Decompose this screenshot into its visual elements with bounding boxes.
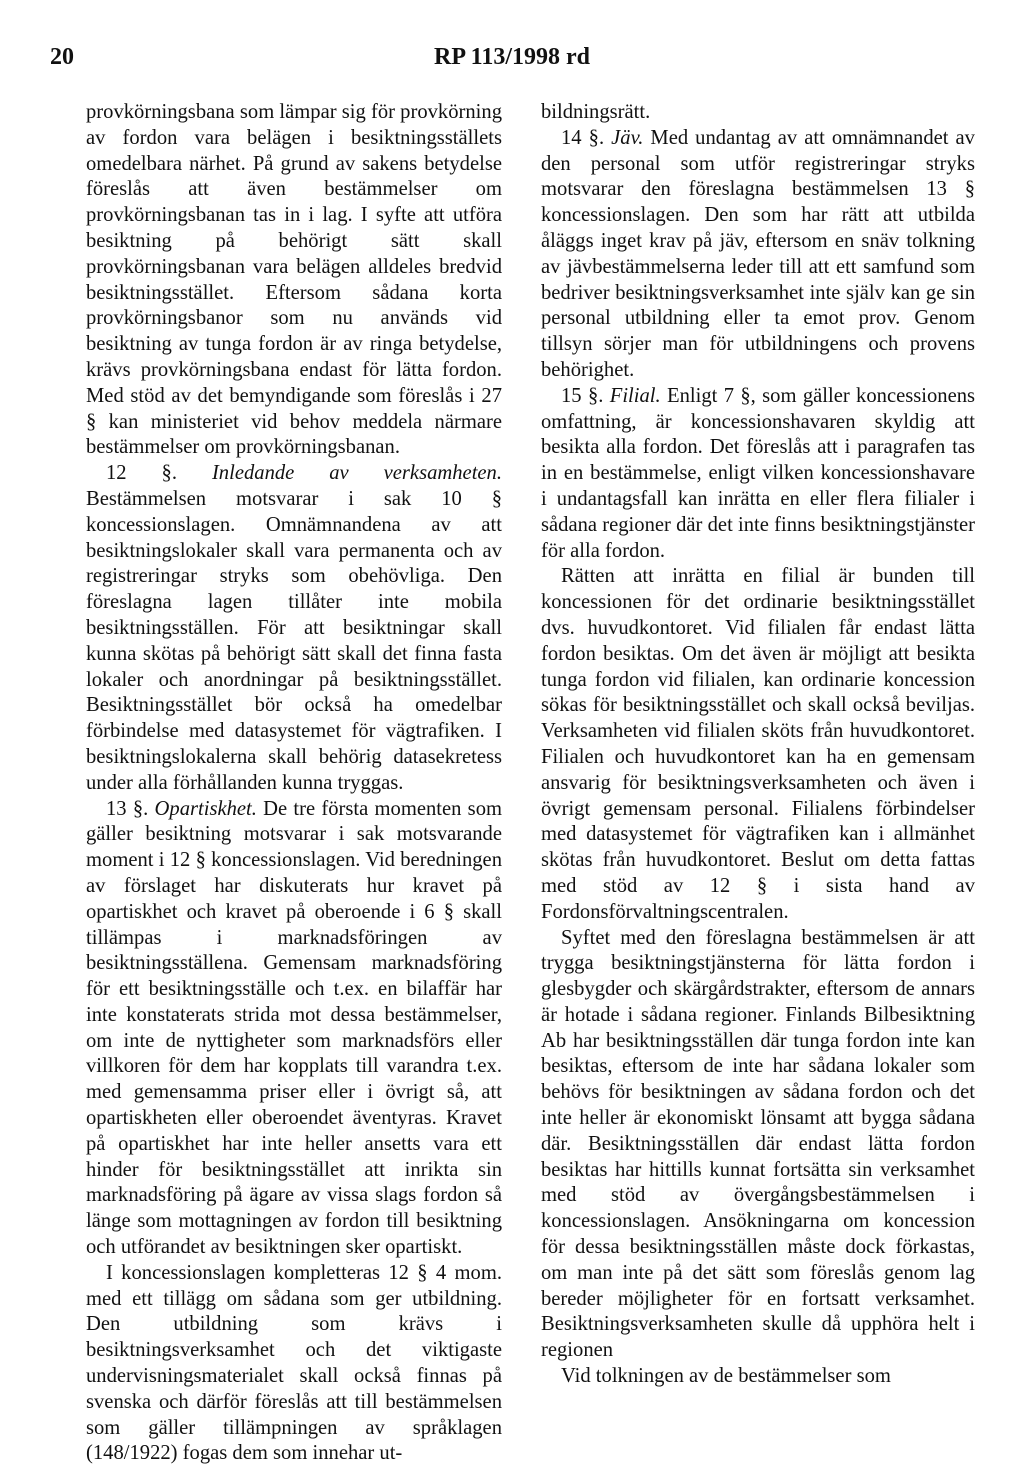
running-header: RP 113/1998 rd <box>433 44 590 70</box>
right-column <box>541 100 975 1390</box>
paragraph-syftet: Syftet med den föreslagna bestämmelsen är att trygga besiktningstjänsterna för lätta fordon i glesbygder och skärgårdstrakter, eftersom de annars är hotade i sådana regioner. Finlands Bilbesiktning Ab har besiktningsställen där tunga fordon inte kan besiktas, eftersom de inte har sådana lokaler som behövs för besiktningen av sådana fordon och det inte heller är ekonomiskt lönsamt att bygga sådana där. Besiktningsställen där endast lätta fordon besiktas har hittills kunnat fortsätta sin verksamhet med stöd av övergångsbestämmelsen i koncessionslagen. Ansökningarna om koncession för dessa besiktningsställen måste dock förkastas, om man inte på det sätt som föreslås genom lag bereder möjligheter för en fortsatt verksamhet. Besiktningsverksamheten skulle då upphöra helt i regionen <box>541 926 975 1362</box>
section-number: 13 §. <box>106 797 149 820</box>
section-text: Med undantag av att omnämnandet av den personal som utför registreringar stryks motsvarar den föreslagna bestämmelsen 13 § koncessionslagen. Den som har rätt att utbilda åläggs inget krav på jäv, eftersom en snäv tolkning av jävbestämmelserna leder till att ett samfund som bedriver besiktningsverksamhet inte själv kan ge sin personal utbildning eller ta emot prov. Genom tillsyn sörjer man för utbildningens och provens behörighet. <box>541 126 975 381</box>
page-number: 20 <box>50 44 74 70</box>
paragraph-provkorningsbana: provkörningsbana som lämpar sig för provkörning av fordon vara belägen i besiktningsställets omedelbara närhet. På grund av sakens betydelse föreslås att även bestämmelser om provkörningsbanan tas in i lag. I syfte att utföra besiktning på behörigt sätt skall provkörningsbanan vara belägen alldeles bredvid besiktningsstället. Eftersom sådana korta provkörningsbanor som nu används vid besiktning av tunga fordon är av ringa betydelse, krävs provkörningsbana endast för lätta fordon. Med stöd av det bemyndigande som föreslås i 27 § kan ministeriet vid behov meddela närmare bestämmelser om provkörningsbanan. <box>86 101 502 459</box>
section-title: Inledande av verksamheten. <box>211 462 502 485</box>
section-title: Opartiskhet. <box>154 797 257 820</box>
section-15 <box>541 384 975 565</box>
section-13 <box>86 797 502 1261</box>
section-title: Jäv. <box>611 126 644 149</box>
paragraph-continuation: bildningsrätt. <box>541 101 651 123</box>
section-number: 14 §. <box>561 126 605 149</box>
section-number: 12 §. <box>106 462 177 485</box>
section-text: Enligt 7 §, som gäller koncessionens omfattning, är koncessionshavaren skyldig att besikta alla fordon. Det föreslås att i paragrafen tas in en bestämmelse, enligt vilken koncessionshavare i undantagsfall kan inrätta en eller flera filialer i sådana regioner där det inte finns besiktningstjänster för alla fordon. <box>541 384 976 562</box>
paragraph-tolkningen: Vid tolkningen av de bestämmelser som <box>561 1365 891 1388</box>
section-title: Filial. <box>609 384 661 407</box>
section-14 <box>541 126 975 384</box>
paragraph-filial-ratt: Rätten att inrätta en filial är bunden till koncessionen för det ordinarie besiktningsstället dvs. huvudkontoret. Vid filialen får endast lätta fordon besiktas. Om det även är möjligt att besikta tunga fordon vid filialen, kan ordinarie koncession sökas för besiktningsstället och skall också beviljas. Verksamheten vid filialen sköts från huvudkontoret. Filialen och huvudkontoret kan ha en gemensam ansvarig för besiktningsverksamheten och även i övrigt gemensam personal. Filialens förbindelser med datasystemet för vägtrafiken kan i allmänhet skötas från huvudkontoret. Beslut om detta fattas med stöd av 12 § i sista hand av Fordonsförvaltningscentralen. <box>541 565 975 923</box>
section-number: 15 §. <box>561 384 604 407</box>
paragraph-koncessionslagen: I koncessionslagen kompletteras 12 § 4 mom. med ett tillägg om sådana som ger utbildning. Den utbildning som krävs i besiktningsverksamhet och det viktigaste undervisningsmaterialet skall också finnas på svenska och därför föreslås att till bestämmelsen som gäller tillämpningen av språklagen (148/1922) fogas dem som innehar ut- <box>86 1261 502 1465</box>
section-12 <box>86 461 502 796</box>
section-text: Bestämmelsen motsvarar i sak 10 § koncessionslagen. Omnämnandena av att besiktningslokaler skall vara permanenta och av registreringar stryks som obehövliga. Den föreslagna lagen tillåter inte mobila besiktningsställen. För att besiktningar skall kunna skötas på behörigt sätt skall det finna fasta lokaler och anordningar på besiktningsstället. Besiktningsstället bör också ha omedelbar förbindelse med datasystemet för vägtrafiken. I besiktningslokalerna skall behörig datasekretess under alla förhållanden kunna tryggas. <box>86 487 502 794</box>
left-column <box>86 100 502 1467</box>
section-text: De tre första momenten som gäller besiktning motsvarar i sak motsvarande moment i 12 § koncessionslagen. Vid beredningen av förslaget har diskuterats hur kravet på opartiskhet och kravet på oberoende i 6 § skall tillämpas i marknadsföringen av besiktningsställena. Gemensam marknadsföring för ett besiktningsställe och t.ex. en bilaffär har inte konstaterats strida mot dessa bestämmelser, om inte de nyttigheter som marknadsförs eller villkoren för dem har kopplats till varandra t.ex. med gemensamma priser eller i övrigt så, att opartiskheten eller oberoendet äventyras. Kravet på opartiskhet har inte heller ansetts vara ett hinder för besiktningsstället att inrikta sin marknadsföring på ägare av vissa slags fordon så länge som mottagningen av fordon till besiktning och utförandet av besiktningen sker opartiskt. <box>86 797 503 1259</box>
